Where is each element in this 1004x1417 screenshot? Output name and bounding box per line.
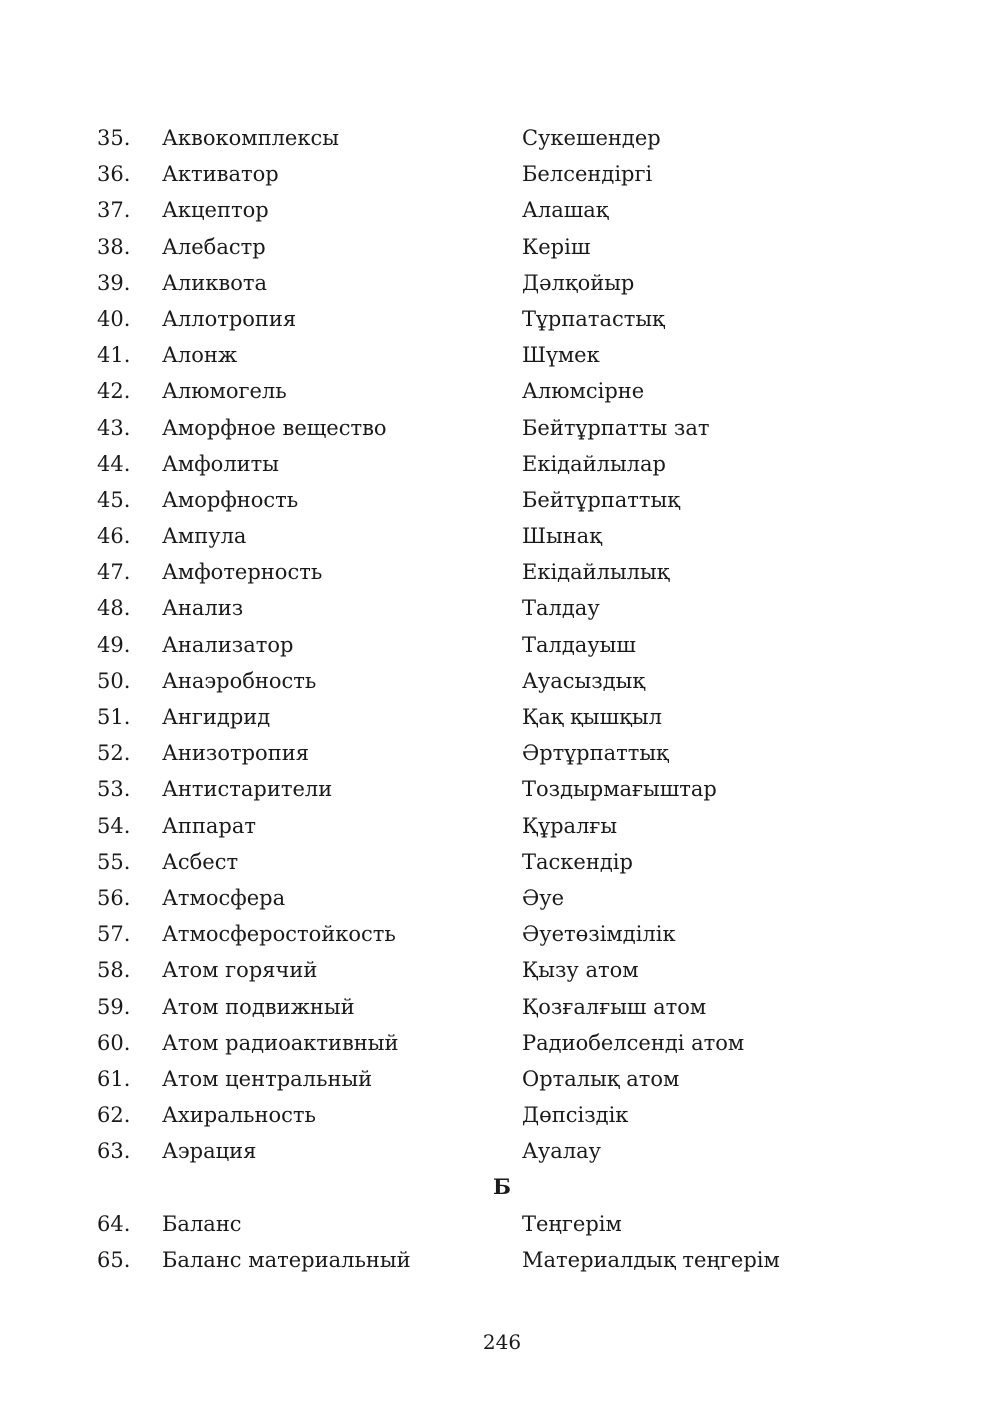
russian-term: Анализ [162, 596, 244, 621]
glossary-row [0, 156, 1004, 192]
glossary-row [0, 1061, 1004, 1097]
glossary-row [0, 916, 1004, 952]
russian-term: Анизотропия [162, 741, 309, 766]
russian-term: Асбест [162, 849, 239, 874]
glossary-row [0, 663, 1004, 699]
russian-term: Ангидрид [162, 705, 271, 729]
russian-term: Анализатор [162, 632, 294, 657]
russian-term: Атмосферостойкость [162, 922, 396, 947]
entry-number: 44. [97, 451, 131, 476]
page-number: 246 [482, 1330, 522, 1354]
kazakh-term: Алюмсірне [522, 379, 645, 404]
russian-term: Ахиральность [162, 1103, 316, 1128]
russian-term: Аэрация [162, 1139, 257, 1164]
kazakh-term: Радиобелсенді атом [522, 1030, 745, 1055]
entry-number: 36. [97, 162, 131, 187]
glossary-row [0, 518, 1004, 554]
kazakh-term: Алашақ [522, 198, 609, 223]
glossary-row [0, 1242, 1004, 1278]
russian-term: Акцептор [162, 198, 269, 223]
kazakh-term: Қақ қышқыл [522, 705, 662, 729]
entry-number: 64. [97, 1211, 131, 1236]
glossary-row [0, 627, 1004, 663]
glossary-row [0, 410, 1004, 446]
kazakh-term: Орталық атом [522, 1066, 680, 1091]
russian-term: Алебастр [162, 234, 266, 259]
russian-term: Аппарат [162, 813, 256, 838]
glossary-row [0, 844, 1004, 880]
kazakh-term: Әуе [522, 885, 564, 910]
glossary-table [0, 120, 1004, 1278]
glossary-row [0, 229, 1004, 265]
glossary-row [0, 1097, 1004, 1133]
entry-number: 35. [97, 126, 131, 150]
kazakh-term: Талдау [522, 596, 600, 621]
russian-term: Анаэробность [162, 668, 317, 693]
kazakh-term: Сукешендер [522, 126, 661, 150]
entry-number: 56. [97, 885, 131, 910]
kazakh-term: Дәлқойыр [522, 270, 635, 295]
russian-term: Амфолиты [162, 451, 279, 476]
section-b-rows [0, 1206, 1004, 1278]
glossary-row [0, 337, 1004, 373]
entry-number: 54. [97, 813, 131, 838]
glossary-row [0, 808, 1004, 844]
glossary-row [0, 771, 1004, 807]
russian-term: Аликвота [162, 270, 267, 295]
glossary-row [0, 952, 1004, 988]
russian-term: Активатор [162, 162, 279, 187]
russian-term: Аморфность [162, 487, 299, 512]
russian-term: Амфотерность [162, 560, 323, 585]
russian-term: Атмосфера [162, 885, 286, 910]
entry-number: 37. [97, 198, 131, 223]
section-a-rows [0, 120, 1004, 1169]
entry-number: 59. [97, 994, 131, 1019]
russian-term: Алюмогель [162, 379, 287, 404]
russian-term: Аморфное вещество [162, 415, 387, 440]
glossary-row [0, 989, 1004, 1025]
glossary-row [0, 590, 1004, 626]
kazakh-term: Құралғы [522, 813, 618, 838]
kazakh-term: Дөпсіздік [522, 1103, 629, 1128]
entry-number: 61. [97, 1066, 131, 1091]
glossary-row [0, 699, 1004, 735]
russian-term: Атом горячий [162, 958, 318, 983]
glossary-row [0, 373, 1004, 409]
kazakh-term: Екідайлылық [522, 560, 670, 585]
russian-term: Антистарители [162, 777, 333, 802]
section-heading-b: Б [493, 1174, 511, 1200]
kazakh-term: Теңгерім [522, 1211, 622, 1236]
kazakh-term: Тоздырмағыштар [522, 777, 717, 802]
glossary-row [0, 1025, 1004, 1061]
entry-number: 57. [97, 922, 131, 947]
glossary-row [0, 1206, 1004, 1242]
glossary-row [0, 880, 1004, 916]
russian-term: Атом центральный [162, 1066, 373, 1091]
glossary-row [0, 265, 1004, 301]
entry-number: 65. [97, 1247, 131, 1272]
glossary-row [0, 1133, 1004, 1169]
kazakh-term: Қозғалғыш атом [522, 994, 707, 1019]
entry-number: 50. [97, 668, 131, 693]
entry-number: 42. [97, 379, 131, 404]
entry-number: 60. [97, 1030, 131, 1055]
russian-term: Аллотропия [162, 306, 297, 331]
entry-number: 51. [97, 705, 131, 729]
russian-term: Атом подвижный [162, 994, 355, 1019]
glossary-row [0, 301, 1004, 337]
entry-number: 52. [97, 741, 131, 766]
russian-term: Баланс материальный [162, 1247, 411, 1272]
kazakh-term: Шынақ [522, 524, 602, 549]
kazakh-term: Әуетөзімділік [522, 922, 676, 947]
russian-term: Алонж [162, 343, 238, 368]
entry-number: 48. [97, 596, 131, 621]
kazakh-term: Белсендіргі [522, 162, 653, 187]
russian-term: Ампула [162, 524, 247, 549]
glossary-row [0, 192, 1004, 228]
kazakh-term: Ауасыздық [522, 668, 646, 693]
glossary-row [0, 446, 1004, 482]
entry-number: 41. [97, 343, 131, 368]
entry-number: 45. [97, 487, 131, 512]
entry-number: 62. [97, 1103, 131, 1128]
entry-number: 55. [97, 849, 131, 874]
kazakh-term: Әртұрпаттық [522, 741, 669, 766]
kazakh-term: Талдауыш [522, 632, 636, 657]
entry-number: 40. [97, 306, 131, 331]
russian-term: Атом радиоактивный [162, 1030, 399, 1055]
kazakh-term: Екідайлылар [522, 451, 666, 476]
entry-number: 43. [97, 415, 131, 440]
entry-number: 53. [97, 777, 131, 802]
entry-number: 49. [97, 632, 131, 657]
entry-number: 39. [97, 270, 131, 295]
russian-term: Баланс [162, 1211, 242, 1236]
glossary-row [0, 482, 1004, 518]
kazakh-term: Тұрпатастық [522, 306, 665, 331]
entry-number: 38. [97, 234, 131, 259]
russian-term: Аквокомплексы [162, 126, 339, 150]
glossary-row [0, 120, 1004, 156]
kazakh-term: Таскендір [522, 849, 633, 874]
kazakh-term: Материалдық теңгерім [522, 1247, 780, 1272]
kazakh-term: Бейтұрпаттық [522, 487, 680, 512]
kazakh-term: Шүмек [522, 343, 600, 368]
kazakh-term: Ауалау [522, 1139, 601, 1164]
kazakh-term: Қызу атом [522, 958, 639, 983]
glossary-row [0, 735, 1004, 771]
kazakh-term: Бейтұрпатты зат [522, 415, 710, 440]
entry-number: 47. [97, 560, 131, 585]
kazakh-term: Керіш [522, 234, 591, 259]
glossary-row [0, 554, 1004, 590]
entry-number: 46. [97, 524, 131, 549]
entry-number: 58. [97, 958, 131, 983]
entry-number: 63. [97, 1139, 131, 1164]
